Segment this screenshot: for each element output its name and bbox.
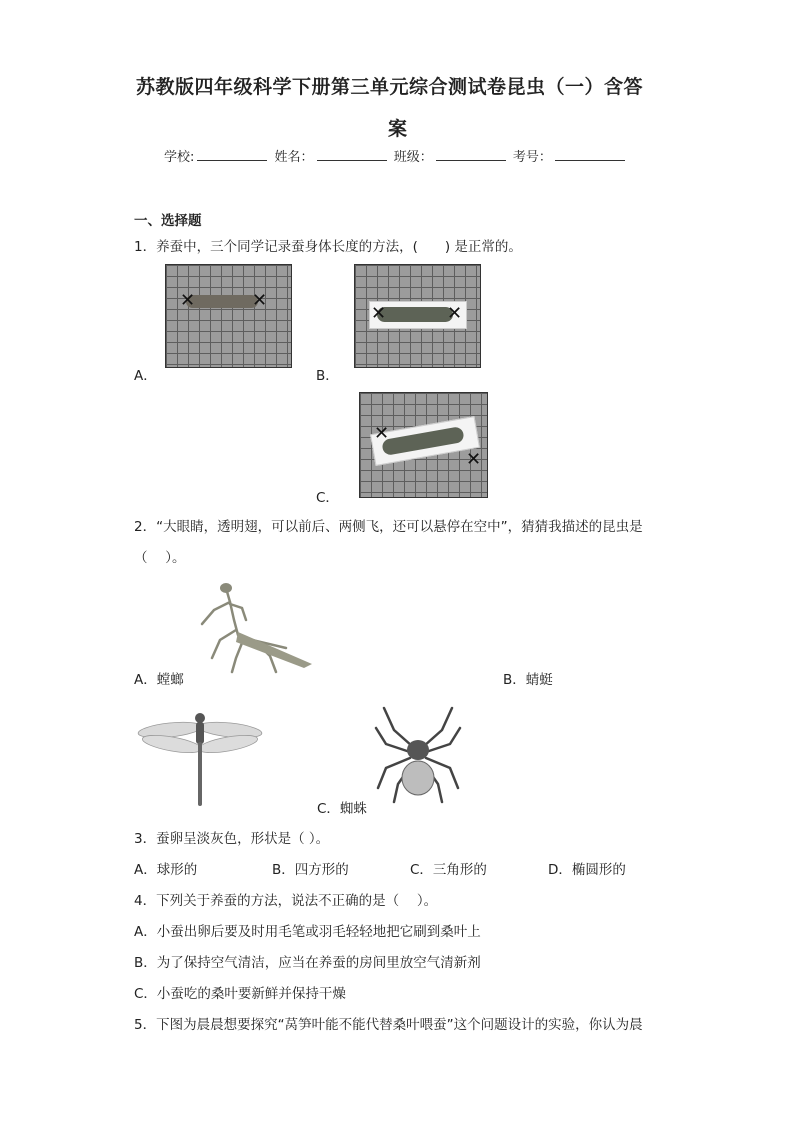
name-label: 姓名：	[274, 150, 314, 165]
spider-image	[372, 702, 464, 808]
number-blank[interactable]	[555, 148, 625, 161]
question-5-text: 5．下图为晨晨想要探究“莴笋叶能不能代替桑叶喂蚕”这个问题设计的实验，你认为晨	[134, 1017, 643, 1033]
question-1-text: 1．养蚕中，三个同学记录蚕身体长度的方法，( ) 是正常的。	[134, 239, 522, 255]
question-4-text: 4．下列关于养蚕的方法，说法不正确的是（ ）。	[134, 893, 438, 909]
question-3-text: 3．蚕卵呈淡灰色，形状是（ ）。	[134, 831, 330, 847]
name-blank[interactable]	[317, 148, 387, 161]
page-title: 苏教版四年级科学下册第三单元综合测试卷昆虫（一）含答	[136, 76, 644, 98]
mark-x-icon: ✕	[252, 290, 268, 311]
silkworm-a	[186, 295, 258, 308]
question-2-option-b[interactable]: B．蜻蜓	[503, 672, 553, 688]
student-info-row	[164, 146, 628, 165]
question-2-option-c[interactable]: C．蜘蛛	[317, 801, 367, 817]
question-2-text: 2．“大眼睛，透明翅，可以前后、两侧飞，还可以悬停在空中”，猜猜我描述的昆虫是	[134, 519, 643, 535]
question-1-option-b[interactable]: B．	[316, 368, 339, 384]
class-label: 班级：	[393, 150, 433, 165]
silkworm-grid-image-b	[354, 264, 481, 368]
mark-x-icon: ✕	[371, 303, 387, 324]
question-2-text-continued: （ ）。	[134, 550, 186, 566]
question-4-option-c[interactable]: C．小蚕吃的桑叶要新鲜并保持干燥	[134, 986, 346, 1002]
mark-x-icon: ✕	[466, 449, 482, 470]
page-title-continued: 案	[388, 118, 408, 140]
silkworm-b	[377, 307, 453, 322]
question-3-option-b[interactable]: B．四方形的	[272, 862, 349, 878]
question-3-option-d[interactable]: D．椭圆形的	[548, 862, 626, 878]
question-4-option-a[interactable]: A．小蚕出卵后要及时用毛笔或羽毛轻轻地把它刷到桑叶上	[134, 924, 481, 940]
silkworm-grid-image-a	[165, 264, 292, 368]
class-blank[interactable]	[436, 148, 506, 161]
question-2-option-a[interactable]: A．螳螂	[134, 672, 184, 688]
number-label: 考号：	[512, 150, 552, 165]
mark-x-icon: ✕	[180, 290, 196, 311]
mantis-image	[186, 580, 326, 675]
mark-x-icon: ✕	[374, 423, 390, 444]
question-1-option-a[interactable]: A．	[134, 368, 157, 384]
question-4-option-b[interactable]: B．为了保持空气清洁，应当在养蚕的房间里放空气清新剂	[134, 955, 481, 971]
dragonfly-image	[136, 710, 264, 810]
section-title: 一、选择题	[134, 213, 202, 229]
question-1-option-c[interactable]: C．	[316, 490, 339, 506]
mark-x-icon: ✕	[447, 303, 463, 324]
school-blank[interactable]	[197, 148, 267, 161]
silkworm-grid-image-c	[359, 392, 488, 498]
question-3-option-a[interactable]: A．球形的	[134, 862, 198, 878]
question-3-option-c[interactable]: C．三角形的	[410, 862, 487, 878]
school-label: 学校:	[164, 150, 195, 165]
